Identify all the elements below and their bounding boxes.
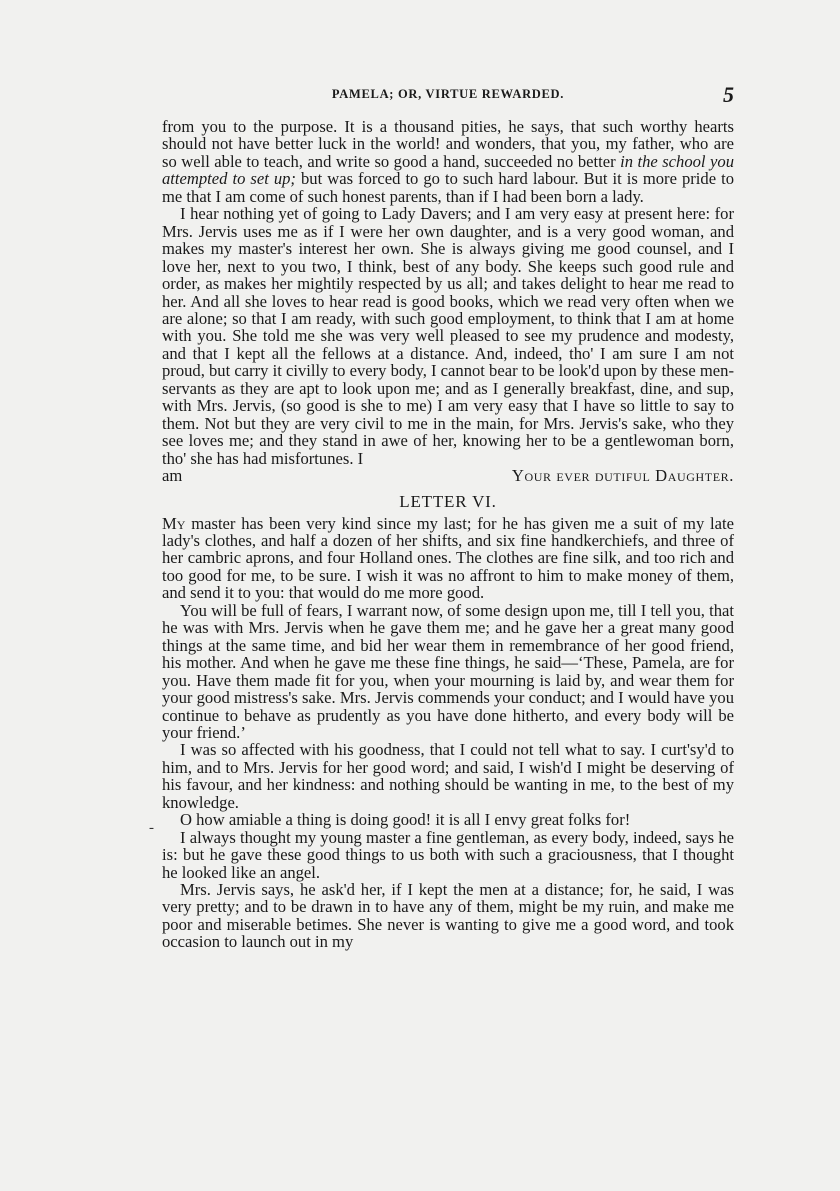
letter-closing bbox=[162, 467, 734, 484]
page-body bbox=[162, 118, 734, 951]
opening-word: My bbox=[162, 513, 186, 533]
paragraph: I hear nothing yet of going to Lady Davers; and I am very easy at present here: for Mrs. Jervis uses me as if I were her own daughter, and is a very good woman, and makes my master's interest her own. She is always giving me good counsel, and I love her, next to you two, I think, best of any body. She keeps such good rule and order, as makes her mightily respected by us all; and takes delight to hear me read to her. And all she loves to hear read is good books, which we read very often when we are alone; so that I am ready, with such good employment, to think that I am at home with you. She told me she was very well pleased to see my prudence and modesty, and that I kept all the fellows at a distance. And, indeed, tho' I am sure I am not proud, but carry it civilly to every body, I cannot bear to be look'd upon by these men-servants as they are apt to look upon me; and as I generally breakfast, dine, and sup, with Mrs. Jervis, (so good is she to me) I am very easy that I have so little to say to them. Not but they are very civil to me in the main, for Mrs. Jervis's sake, who they see loves me; and they stand in awe of her, knowing her to be a gentlewoman born, tho' she has had misfortunes. I bbox=[162, 204, 734, 468]
closing-am: am bbox=[162, 466, 183, 486]
paragraph: Mrs. Jervis says, he ask'd her, if I kept the men at a distance; for, he said, I was very pretty; and to be drawn in to have any of them, might be my ruin, and make me poor and miserable betimes. She never is wanting to give me a good word, and took occasion to launch out in my bbox=[162, 880, 734, 952]
paragraph-text: master has been very kind since my last; for he has given me a suit of my late lady's clothes, and half a dozen of her shifts, and six fine handkerchiefs, and three of her cambric aprons, and four Holland ones. The clothes are fine silk, and too rich and too good for me, to be sure. I wish it was no affront to him to make money of them, and send it to you: that would do me more good. bbox=[162, 513, 734, 603]
paragraph bbox=[162, 515, 734, 602]
page-header bbox=[162, 84, 734, 108]
paragraph: I was so affected with his goodness, that I could not tell what to say. I curt'sy'd to him, and to Mrs. Jervis for her good word; and said, I wish'd I might be deserving of his favour, and her kindness: and nothing should be wanting in me, to the best of my knowledge. bbox=[162, 740, 734, 812]
paragraph-continuation bbox=[162, 118, 734, 205]
paragraph: I always thought my young master a fine gentleman, as every body, indeed, says he is: but he gave these good things to us both with such a graciousness, that I thought he looked like an angel. bbox=[162, 827, 734, 882]
paragraph-text: from you to the purpose. It is a thousand pities, he says, that such worthy hearts should not have better luck in the world! and wonders, that you, my father, who are so well able to teach, and write so good a hand, succeeded no better bbox=[162, 117, 734, 171]
paragraph-text: but was forced to go to such hard labour. But it is more pride to me that I am come of such honest parents, than if I had been born a lady. bbox=[162, 169, 734, 206]
paragraph: O how amiable a thing is doing good! it is all I envy great folks for! bbox=[180, 810, 631, 830]
italic-phrase: in the school you attempted to set up; bbox=[162, 151, 734, 189]
margin-mark: - bbox=[149, 820, 154, 836]
paragraph: You will be full of fears, I warrant now, of some design upon me, till I tell you, that he was with Mrs. Jervis when he gave them me; and he gave her a great many good things at the same time, and bid her wear them in remembrance of her good friend, his mother. And when he gave me these fine things, he said—‘These, Pamela, are for you. Have them made fit for you, when your mourning is laid by, and wear them for your good mistress's sake. Mrs. Jervis commends your conduct; and I would have you continue to behave as prudently as you have done hitherto, and every body will be your friend.’ bbox=[162, 600, 734, 742]
running-head: PAMELA; OR, VIRTUE REWARDED. bbox=[331, 87, 565, 101]
letter-signature: Your ever dutiful Daughter. bbox=[511, 466, 734, 486]
letter-heading: LETTER VI. bbox=[399, 491, 497, 511]
page-number: 5 bbox=[723, 82, 734, 107]
